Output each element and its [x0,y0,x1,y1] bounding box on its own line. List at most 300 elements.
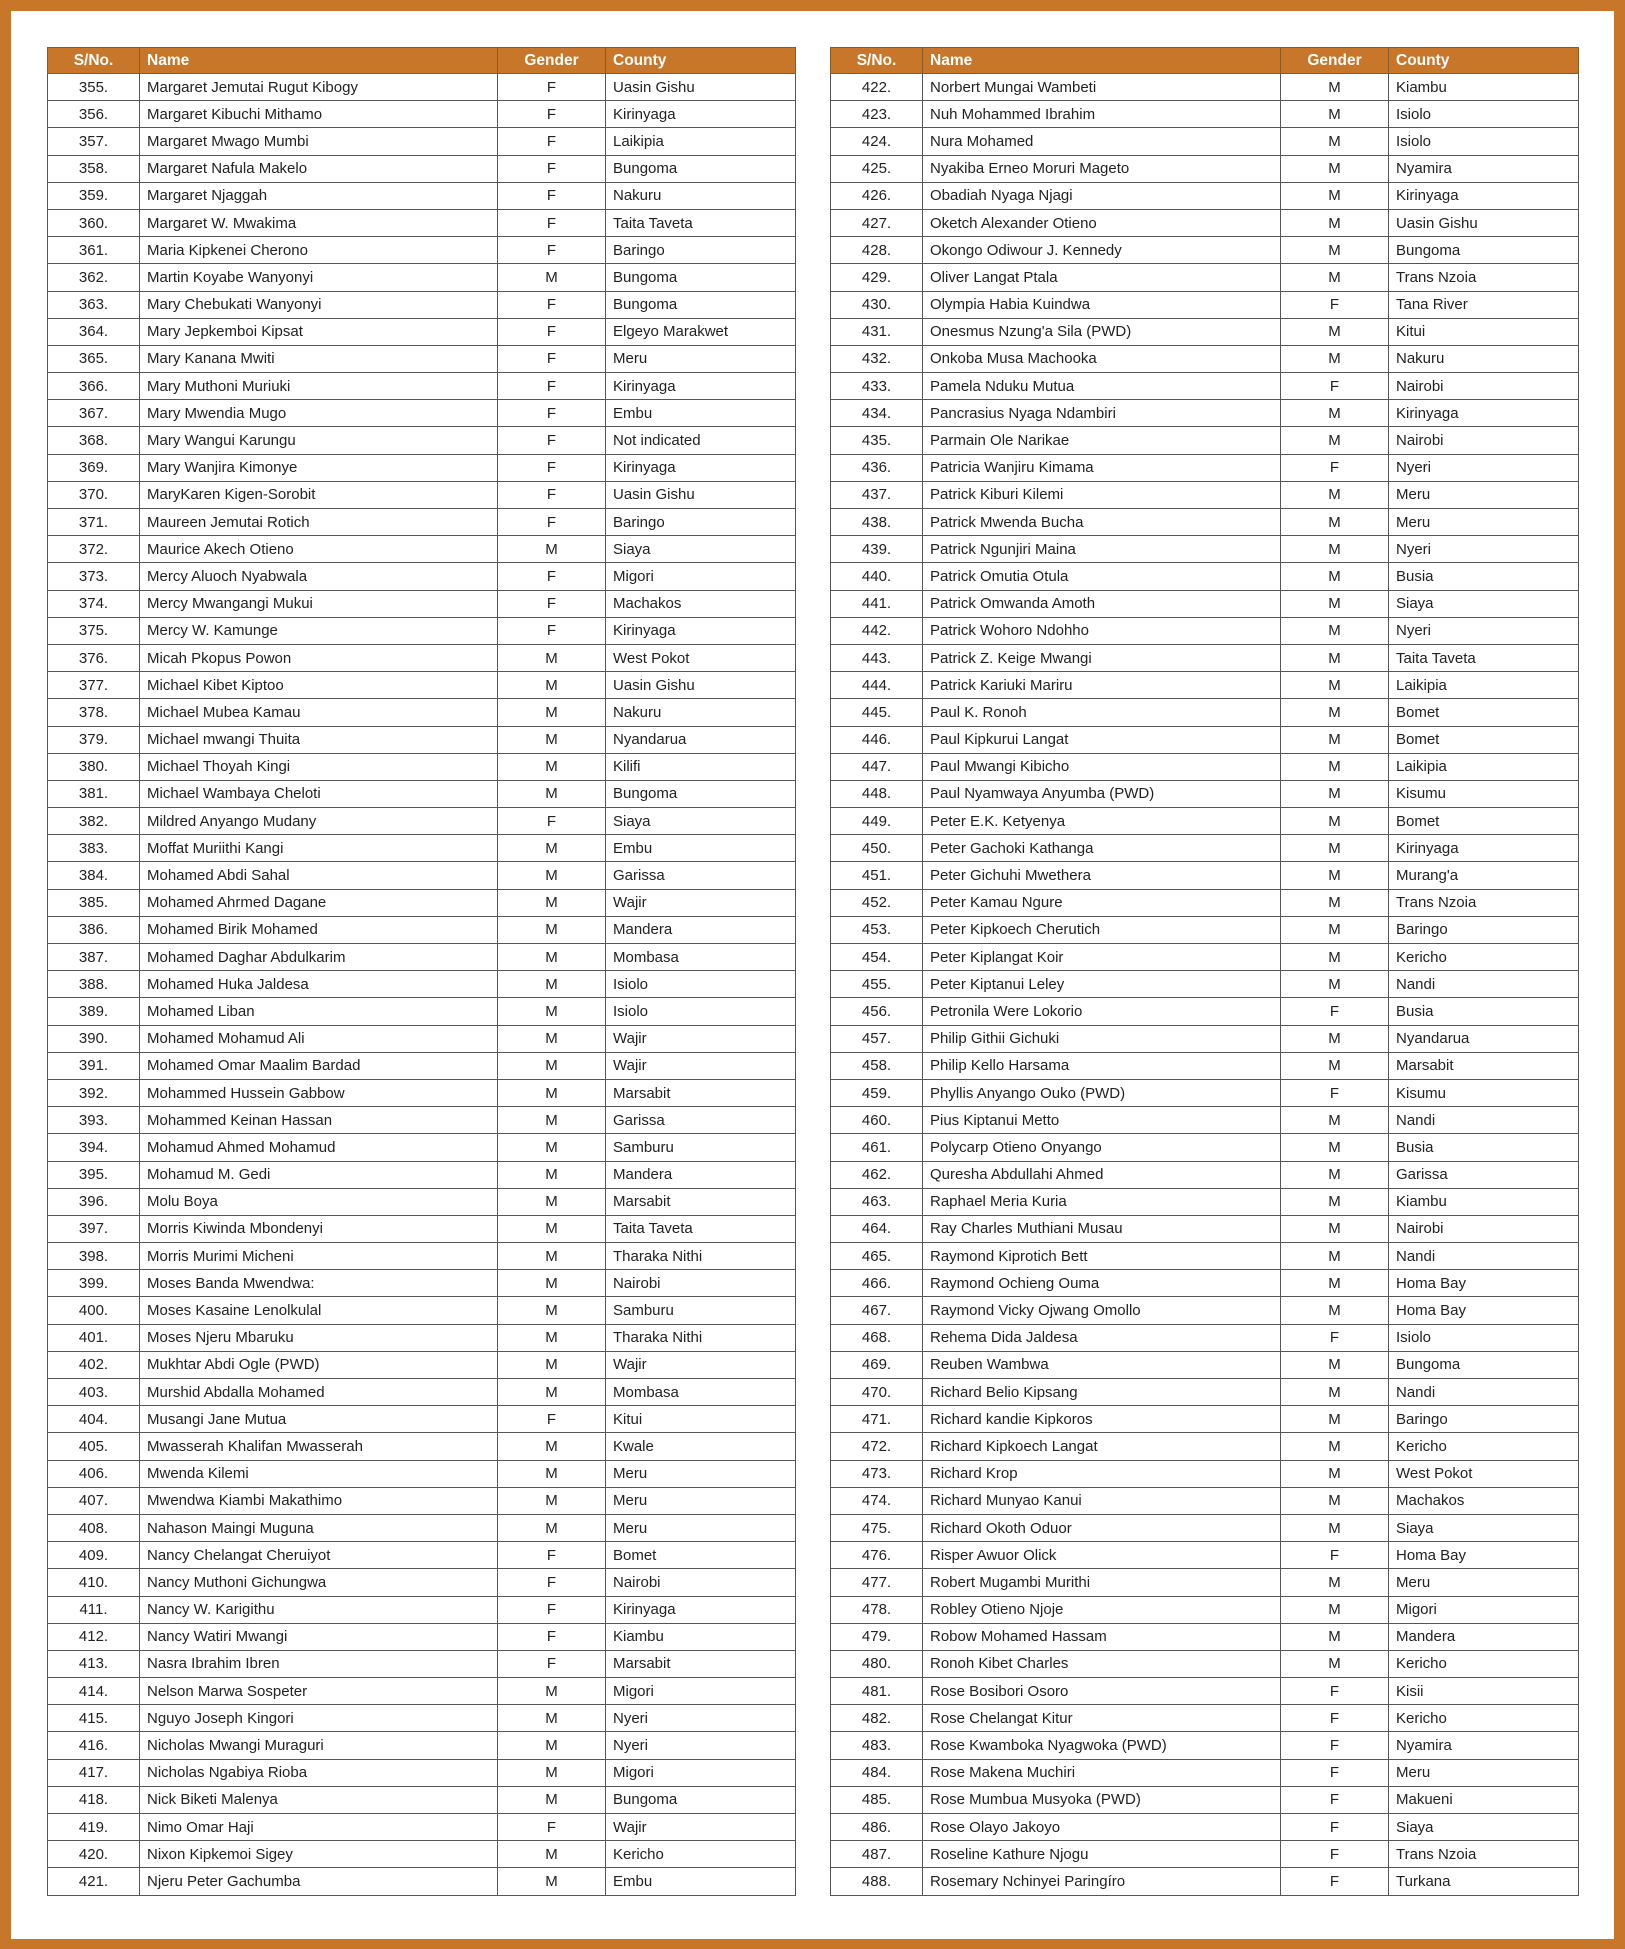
cell-name: Peter Kamau Ngure [923,889,1281,916]
cell-name: Nahason Maingi Muguna [140,1514,498,1541]
cell-sn: 470. [831,1379,923,1406]
cell-county: Marsabit [1389,1052,1579,1079]
table-row [831,862,1579,889]
cell-sn: 444. [831,672,923,699]
cell-sn: 381. [48,780,140,807]
table-row [831,1379,1579,1406]
cell-county: Uasin Gishu [606,74,796,101]
table-row [831,400,1579,427]
table-row [831,1433,1579,1460]
cell-name: Michael Wambaya Cheloti [140,780,498,807]
cell-sn: 376. [48,644,140,671]
cell-sn: 429. [831,264,923,291]
cell-sn: 448. [831,780,923,807]
table-row [48,1161,796,1188]
cell-gender: M [1281,835,1389,862]
cell-gender: F [1281,1324,1389,1351]
cell-gender: F [498,427,606,454]
cell-gender: F [498,373,606,400]
cell-sn: 428. [831,237,923,264]
cell-name: Mary Muthoni Muriuki [140,373,498,400]
table-row [831,1079,1579,1106]
cell-county: Kiambu [1389,1188,1579,1215]
cell-sn: 468. [831,1324,923,1351]
cell-gender: M [1281,617,1389,644]
cell-name: Rose Olayo Jakoyo [923,1814,1281,1841]
cell-county: Kirinyaga [1389,400,1579,427]
cell-name: Oketch Alexander Otieno [923,209,1281,236]
table-row [831,209,1579,236]
cell-name: Nasra Ibrahim Ibren [140,1650,498,1677]
cell-sn: 423. [831,101,923,128]
table-row [831,889,1579,916]
table-row [48,373,796,400]
cell-gender: M [498,1052,606,1079]
cell-name: Mohamud Ahmed Mohamud [140,1134,498,1161]
cell-name: Raymond Ochieng Ouma [923,1270,1281,1297]
cell-name: Oliver Langat Ptala [923,264,1281,291]
cell-sn: 484. [831,1759,923,1786]
cell-gender: M [498,1705,606,1732]
cell-county: Wajir [606,1025,796,1052]
table-row [48,1786,796,1813]
cell-sn: 410. [48,1569,140,1596]
cell-sn: 386. [48,916,140,943]
cell-sn: 387. [48,944,140,971]
cell-gender: F [1281,998,1389,1025]
table-row [831,1759,1579,1786]
cell-name: Nicholas Ngabiya Rioba [140,1759,498,1786]
cell-name: Margaret Njaggah [140,182,498,209]
cell-name: Nancy Watiri Mwangi [140,1623,498,1650]
table-row [831,1243,1579,1270]
cell-name: Rose Mumbua Musyoka (PWD) [923,1786,1281,1813]
cell-county: Nyamira [1389,1732,1579,1759]
cell-gender: F [498,345,606,372]
table-row [831,808,1579,835]
cell-county: Taita Taveta [1389,644,1579,671]
cell-name: Moffat Muriithi Kangi [140,835,498,862]
cell-county: Kericho [1389,1433,1579,1460]
cell-name: Quresha Abdullahi Ahmed [923,1161,1281,1188]
cell-county: Marsabit [606,1079,796,1106]
cell-sn: 486. [831,1814,923,1841]
cell-county: Kirinyaga [606,373,796,400]
cell-sn: 459. [831,1079,923,1106]
cell-name: Maria Kipkenei Cherono [140,237,498,264]
cell-sn: 360. [48,209,140,236]
cell-name: Nicholas Mwangi Muraguri [140,1732,498,1759]
cell-county: Trans Nzoia [1389,1841,1579,1868]
cell-gender: F [1281,373,1389,400]
table-row [831,644,1579,671]
cell-gender: M [1281,862,1389,889]
cell-county: Isiolo [1389,1324,1579,1351]
cell-county: Embu [606,835,796,862]
cell-county: Kisii [1389,1678,1579,1705]
cell-sn: 372. [48,536,140,563]
table-row [831,726,1579,753]
cell-sn: 388. [48,971,140,998]
cell-name: Maurice Akech Otieno [140,536,498,563]
cell-name: Moses Kasaine Lenolkulal [140,1297,498,1324]
cell-county: Nyandarua [1389,1025,1579,1052]
cell-name: Risper Awuor Olick [923,1542,1281,1569]
cell-name: Musangi Jane Mutua [140,1406,498,1433]
table-row [48,1569,796,1596]
cell-gender: M [498,1188,606,1215]
table-row [48,862,796,889]
cell-county: Homa Bay [1389,1542,1579,1569]
cell-sn: 403. [48,1379,140,1406]
table-row [831,1623,1579,1650]
cell-name: Mildred Anyango Mudany [140,808,498,835]
cell-name: Patrick Wohoro Ndohho [923,617,1281,644]
table-row [831,427,1579,454]
cell-county: Bungoma [1389,1351,1579,1378]
cell-sn: 425. [831,155,923,182]
cell-gender: F [1281,1814,1389,1841]
cell-sn: 426. [831,182,923,209]
cell-county: Bungoma [606,291,796,318]
cell-county: Uasin Gishu [606,672,796,699]
cell-sn: 427. [831,209,923,236]
cell-name: Polycarp Otieno Onyango [923,1134,1281,1161]
cell-county: Nyeri [606,1732,796,1759]
cell-name: Rose Kwamboka Nyagwoka (PWD) [923,1732,1281,1759]
table-row [48,1759,796,1786]
table-row [48,1188,796,1215]
cell-county: Marsabit [606,1188,796,1215]
cell-county: Kericho [1389,1650,1579,1677]
cell-name: Nuh Mohammed Ibrahim [923,101,1281,128]
cell-gender: F [498,563,606,590]
cell-name: Patrick Ngunjiri Maina [923,536,1281,563]
cell-name: Nyakiba Erneo Moruri Mageto [923,155,1281,182]
cell-sn: 361. [48,237,140,264]
table-row [48,1841,796,1868]
cell-county: Meru [606,1514,796,1541]
cell-gender: F [1281,1678,1389,1705]
cell-name: Phyllis Anyango Ouko (PWD) [923,1079,1281,1106]
cell-sn: 462. [831,1161,923,1188]
cell-county: Migori [606,1678,796,1705]
cell-county: Garissa [606,1107,796,1134]
table-row [831,672,1579,699]
cell-gender: F [498,590,606,617]
cell-sn: 406. [48,1460,140,1487]
cell-sn: 452. [831,889,923,916]
cell-name: Onkoba Musa Machooka [923,345,1281,372]
cell-county: Nandi [1389,1379,1579,1406]
cell-name: Mohamed Abdi Sahal [140,862,498,889]
cell-county: Bungoma [1389,237,1579,264]
cell-gender: M [498,1514,606,1541]
table-row [48,808,796,835]
cell-name: Michael Thoyah Kingi [140,753,498,780]
cell-sn: 439. [831,536,923,563]
cell-county: Siaya [1389,1814,1579,1841]
cell-sn: 436. [831,454,923,481]
table-row [831,1814,1579,1841]
cell-sn: 364. [48,318,140,345]
cell-gender: M [1281,889,1389,916]
cell-county: Nakuru [606,182,796,209]
cell-gender: M [498,971,606,998]
table-row [48,1025,796,1052]
cell-gender: M [1281,590,1389,617]
cell-sn: 404. [48,1406,140,1433]
cell-gender: M [1281,1623,1389,1650]
cell-county: Kilifi [606,753,796,780]
cell-county: Kiambu [606,1623,796,1650]
cell-gender: M [1281,1188,1389,1215]
cell-gender: M [1281,101,1389,128]
cell-gender: M [498,1487,606,1514]
cell-sn: 475. [831,1514,923,1541]
cell-gender: F [498,182,606,209]
cell-gender: F [498,101,606,128]
cell-county: Embu [606,400,796,427]
cell-sn: 383. [48,835,140,862]
table-row [48,1107,796,1134]
cell-gender: M [1281,944,1389,971]
cell-sn: 369. [48,454,140,481]
cell-county: Samburu [606,1297,796,1324]
cell-name: MaryKaren Kigen-Sorobit [140,481,498,508]
table-row [831,835,1579,862]
cell-name: Mary Mwendia Mugo [140,400,498,427]
table-row [48,128,796,155]
cell-gender: M [498,1243,606,1270]
cell-sn: 398. [48,1243,140,1270]
cell-sn: 480. [831,1650,923,1677]
cell-name: Margaret Jemutai Rugut Kibogy [140,74,498,101]
cell-sn: 417. [48,1759,140,1786]
cell-name: Nancy W. Karigithu [140,1596,498,1623]
cell-sn: 356. [48,101,140,128]
cell-sn: 365. [48,345,140,372]
cell-county: Laikipia [606,128,796,155]
cell-gender: M [498,726,606,753]
table-row [831,1841,1579,1868]
cell-county: Garissa [1389,1161,1579,1188]
cell-name: Nixon Kipkemoi Sigey [140,1841,498,1868]
cell-sn: 472. [831,1433,923,1460]
cell-county: Nandi [1389,1107,1579,1134]
cell-name: Mohamed Omar Maalim Bardad [140,1052,498,1079]
cell-sn: 368. [48,427,140,454]
cell-gender: M [498,1161,606,1188]
table-row [48,1134,796,1161]
cell-sn: 483. [831,1732,923,1759]
cell-gender: F [498,1406,606,1433]
table-row [48,617,796,644]
cell-name: Mary Chebukati Wanyonyi [140,291,498,318]
table-row [48,509,796,536]
table-row [831,753,1579,780]
cell-county: Migori [606,563,796,590]
cell-sn: 443. [831,644,923,671]
cell-county: Kwale [606,1433,796,1460]
cell-county: Makueni [1389,1786,1579,1813]
cell-name: Patrick Mwenda Bucha [923,509,1281,536]
cell-name: Okongo Odiwour J. Kennedy [923,237,1281,264]
cell-sn: 441. [831,590,923,617]
cell-gender: M [1281,1487,1389,1514]
cell-name: Philip Kello Harsama [923,1052,1281,1079]
cell-gender: M [1281,1514,1389,1541]
cell-sn: 433. [831,373,923,400]
table-row [831,1650,1579,1677]
cell-name: Robow Mohamed Hassam [923,1623,1281,1650]
cell-county: Embu [606,1868,796,1895]
cell-county: Meru [1389,1569,1579,1596]
cell-sn: 384. [48,862,140,889]
cell-name: Mary Wanjira Kimonye [140,454,498,481]
cell-sn: 391. [48,1052,140,1079]
cell-county: Bomet [1389,808,1579,835]
cell-county: Machakos [1389,1487,1579,1514]
cell-name: Mohamed Liban [140,998,498,1025]
cell-sn: 397. [48,1215,140,1242]
cell-sn: 355. [48,74,140,101]
cell-name: Michael Kibet Kiptoo [140,672,498,699]
table-row [48,916,796,943]
cell-sn: 482. [831,1705,923,1732]
table-row [831,563,1579,590]
cell-county: Meru [1389,481,1579,508]
cell-name: Raphael Meria Kuria [923,1188,1281,1215]
table-row [831,318,1579,345]
cell-name: Moses Banda Mwendwa: [140,1270,498,1297]
cell-gender: F [498,1542,606,1569]
cell-sn: 418. [48,1786,140,1813]
members-table-right [830,47,1579,1896]
cell-name: Patricia Wanjiru Kimama [923,454,1281,481]
cell-county: Nakuru [1389,345,1579,372]
cell-sn: 460. [831,1107,923,1134]
cell-sn: 469. [831,1351,923,1378]
cell-sn: 370. [48,481,140,508]
cell-sn: 485. [831,1786,923,1813]
cell-county: Kisumu [1389,1079,1579,1106]
table-row [48,454,796,481]
cell-gender: F [498,808,606,835]
cell-sn: 477. [831,1569,923,1596]
cell-sn: 420. [48,1841,140,1868]
cell-gender: M [1281,1650,1389,1677]
cell-sn: 419. [48,1814,140,1841]
cell-gender: M [1281,1215,1389,1242]
cell-county: Garissa [606,862,796,889]
table-row [48,1514,796,1541]
cell-gender: M [498,1297,606,1324]
table-row [831,944,1579,971]
cell-county: Murang'a [1389,862,1579,889]
cell-name: Richard Okoth Oduor [923,1514,1281,1541]
cell-sn: 453. [831,916,923,943]
cell-name: Mohamed Ahrmed Dagane [140,889,498,916]
cell-county: Bungoma [606,1786,796,1813]
cell-name: Molu Boya [140,1188,498,1215]
cell-name: Olympia Habia Kuindwa [923,291,1281,318]
table-row [48,536,796,563]
cell-gender: F [1281,1079,1389,1106]
cell-name: Richard Krop [923,1460,1281,1487]
table-row [831,128,1579,155]
cell-sn: 392. [48,1079,140,1106]
cell-gender: M [1281,780,1389,807]
table-row [48,780,796,807]
cell-sn: 362. [48,264,140,291]
cell-name: Richard Belio Kipsang [923,1379,1281,1406]
cell-gender: M [1281,1351,1389,1378]
cell-sn: 455. [831,971,923,998]
cell-gender: M [498,1270,606,1297]
cell-county: Meru [606,1487,796,1514]
cell-gender: M [1281,1379,1389,1406]
cell-county: Kirinyaga [1389,182,1579,209]
cell-gender: F [498,74,606,101]
cell-sn: 450. [831,835,923,862]
cell-gender: F [498,291,606,318]
cell-sn: 434. [831,400,923,427]
cell-sn: 454. [831,944,923,971]
cell-gender: M [1281,1052,1389,1079]
cell-county: Siaya [606,536,796,563]
cell-gender: M [498,1433,606,1460]
cell-sn: 390. [48,1025,140,1052]
cell-county: Nyeri [1389,617,1579,644]
table-row [831,155,1579,182]
cell-county: Mombasa [606,944,796,971]
cell-sn: 421. [48,1868,140,1895]
cell-gender: F [498,509,606,536]
cell-name: Rose Makena Muchiri [923,1759,1281,1786]
cell-gender: M [1281,481,1389,508]
cell-name: Mohamed Mohamud Ali [140,1025,498,1052]
cell-county: Nandi [1389,971,1579,998]
cell-county: Siaya [1389,1514,1579,1541]
cell-name: Peter Kiplangat Koir [923,944,1281,971]
cell-county: Nairobi [1389,373,1579,400]
cell-gender: M [498,644,606,671]
cell-sn: 438. [831,509,923,536]
cell-sn: 414. [48,1678,140,1705]
cell-sn: 412. [48,1623,140,1650]
table-row [48,699,796,726]
cell-gender: M [1281,1569,1389,1596]
cell-name: Richard kandie Kipkoros [923,1406,1281,1433]
cell-sn: 416. [48,1732,140,1759]
cell-county: Mandera [606,1161,796,1188]
cell-sn: 375. [48,617,140,644]
cell-county: Taita Taveta [606,1215,796,1242]
table-row [48,644,796,671]
cell-gender: M [1281,672,1389,699]
cell-gender: F [1281,1759,1389,1786]
cell-sn: 401. [48,1324,140,1351]
cell-name: Ronoh Kibet Charles [923,1650,1281,1677]
table-row [48,1379,796,1406]
cell-county: Machakos [606,590,796,617]
cell-gender: M [1281,916,1389,943]
cell-name: Mwasserah Khalifan Mwasserah [140,1433,498,1460]
table-row [48,345,796,372]
cell-name: Mukhtar Abdi Ogle (PWD) [140,1351,498,1378]
cell-name: Nancy Muthoni Gichungwa [140,1569,498,1596]
